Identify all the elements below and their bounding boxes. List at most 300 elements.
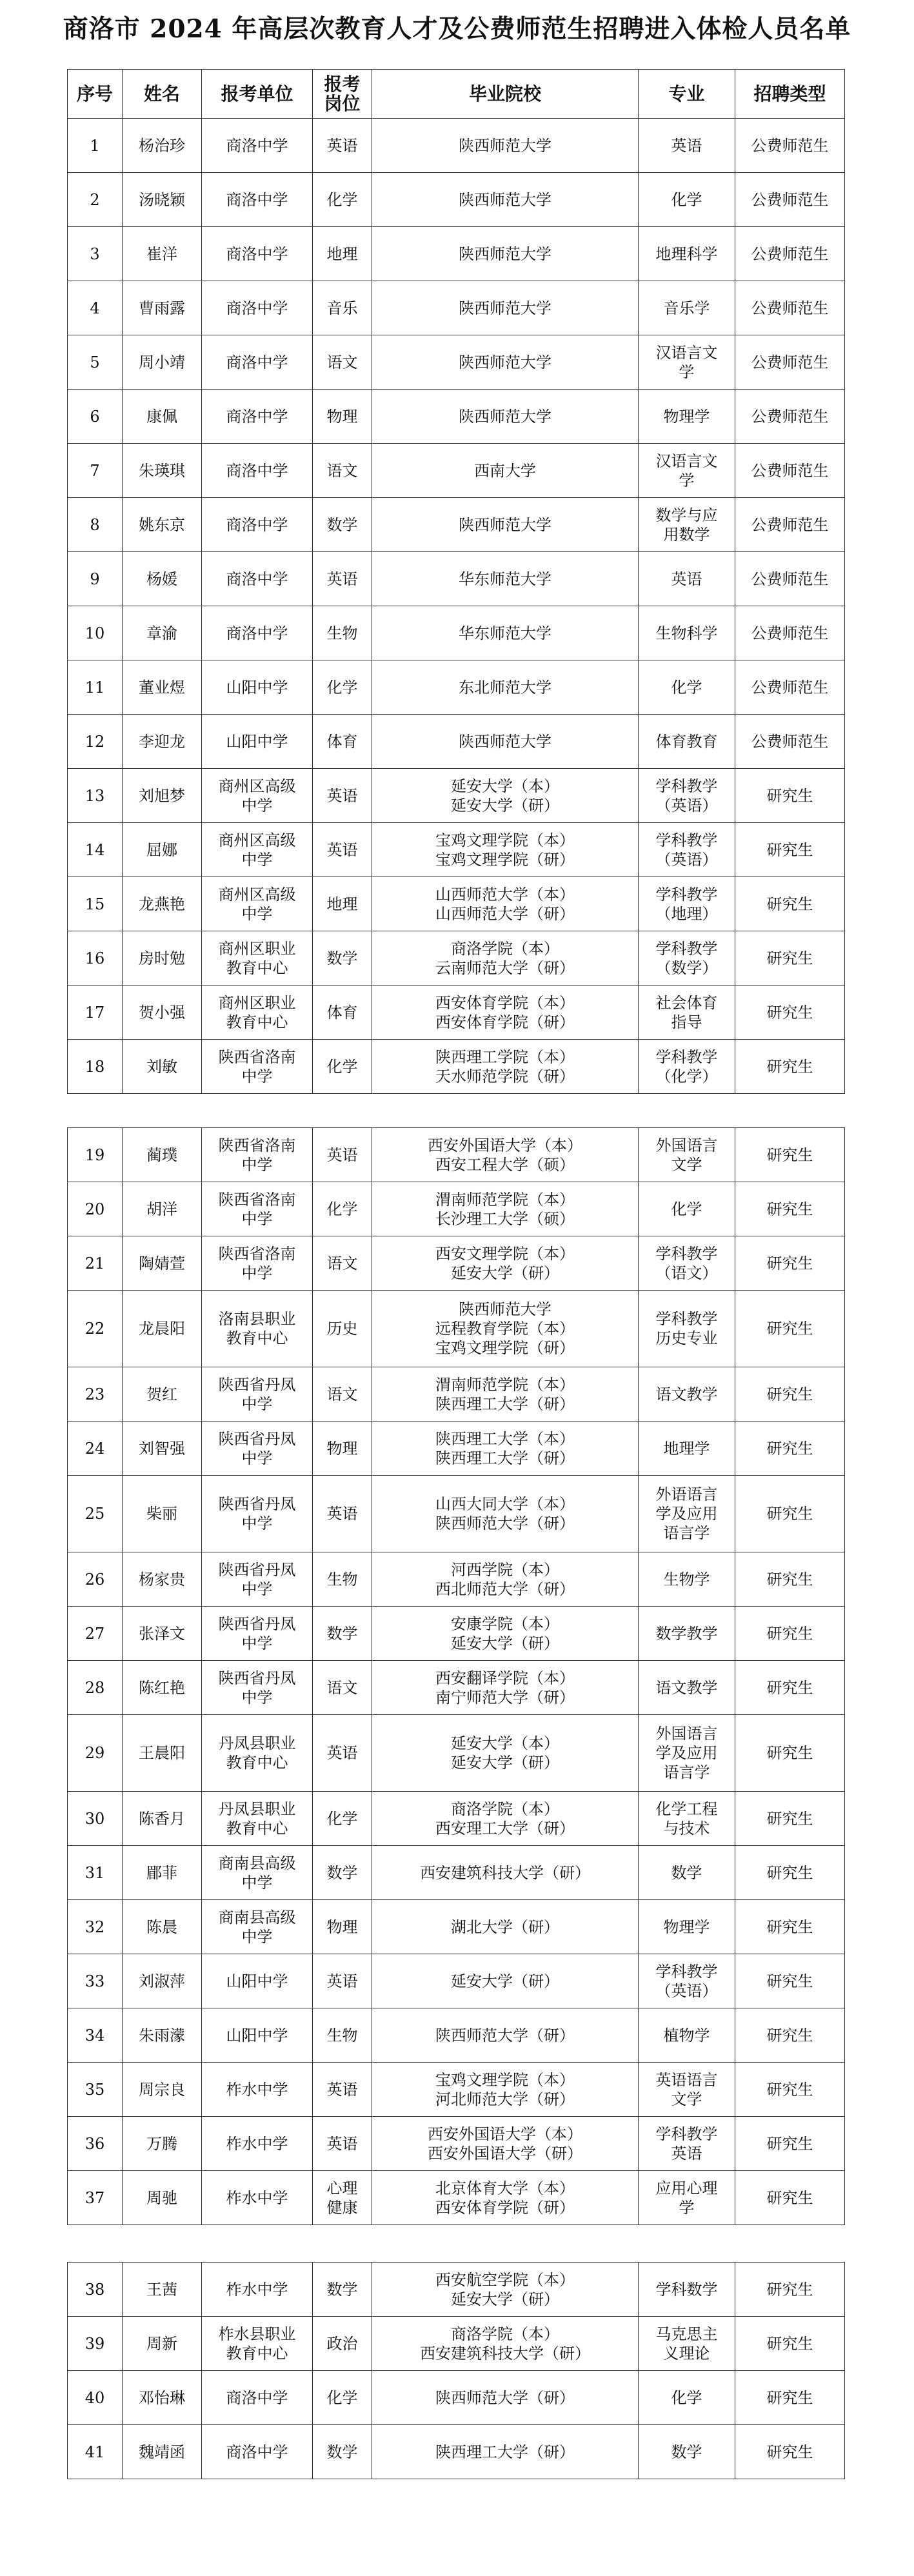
cell-post: 体育 — [313, 715, 372, 769]
cell-school: 陕西理工大学（本） 陕西理工大学（研） — [372, 1422, 639, 1476]
cell-type: 研究生 — [735, 931, 845, 986]
cell-school: 商洛学院（本） 西安建筑科技大学（研） — [372, 2317, 639, 2371]
table-row — [68, 227, 845, 281]
cell-name: 周新 — [123, 2317, 202, 2371]
cell-no: 23 — [68, 1367, 123, 1422]
cell-school: 华东师范大学 — [372, 606, 639, 660]
cell-name: 刘淑萍 — [123, 1954, 202, 2008]
cell-no: 5 — [68, 335, 123, 390]
cell-no: 38 — [68, 2263, 123, 2317]
table-page-3 — [67, 2262, 845, 2479]
table-row — [68, 769, 845, 823]
cell-type: 公费师范生 — [735, 444, 845, 498]
cell-no: 1 — [68, 119, 123, 173]
table-row — [68, 1661, 845, 1715]
cell-no: 16 — [68, 931, 123, 986]
cell-unit: 洛南县职业 教育中心 — [202, 1291, 313, 1367]
cell-name: 周小靖 — [123, 335, 202, 390]
cell-major: 外国语言 文学 — [639, 1128, 735, 1182]
cell-name: 胡洋 — [123, 1182, 202, 1236]
cell-post: 化学 — [313, 1182, 372, 1236]
cell-type: 公费师范生 — [735, 119, 845, 173]
cell-no: 2 — [68, 173, 123, 227]
cell-type: 公费师范生 — [735, 606, 845, 660]
cell-unit: 商洛中学 — [202, 119, 313, 173]
cell-major: 英语语言 文学 — [639, 2063, 735, 2117]
cell-no: 11 — [68, 660, 123, 715]
cell-post: 语文 — [313, 444, 372, 498]
cell-name: 朱瑛琪 — [123, 444, 202, 498]
table-row — [68, 1792, 845, 1846]
table-row — [68, 931, 845, 986]
cell-school: 陕西师范大学 — [372, 119, 639, 173]
cell-major: 语文教学 — [639, 1367, 735, 1422]
cell-type: 研究生 — [735, 1661, 845, 1715]
cell-post: 语文 — [313, 335, 372, 390]
cell-type: 公费师范生 — [735, 715, 845, 769]
cell-major: 生物学 — [639, 1552, 735, 1607]
cell-school: 西安翻译学院（本） 南宁师范大学（研） — [372, 1661, 639, 1715]
table-row — [68, 986, 845, 1040]
cell-major: 汉语言文 学 — [639, 335, 735, 390]
cell-type: 研究生 — [735, 769, 845, 823]
cell-major: 数学 — [639, 1846, 735, 1900]
cell-type: 研究生 — [735, 1476, 845, 1552]
cell-school: 陕西师范大学 — [372, 335, 639, 390]
cell-major: 外国语言 学及应用 语言学 — [639, 1715, 735, 1792]
table-row — [68, 1900, 845, 1954]
header-type: 招聘类型 — [735, 70, 845, 119]
cell-type: 公费师范生 — [735, 390, 845, 444]
cell-unit: 陕西省丹凤 中学 — [202, 1476, 313, 1552]
cell-name: 陈香月 — [123, 1792, 202, 1846]
cell-name: 郿菲 — [123, 1846, 202, 1900]
cell-no: 17 — [68, 986, 123, 1040]
cell-unit: 商洛中学 — [202, 552, 313, 606]
cell-no: 14 — [68, 823, 123, 877]
table-row — [68, 1128, 845, 1182]
cell-no: 29 — [68, 1715, 123, 1792]
cell-no: 27 — [68, 1607, 123, 1661]
cell-school: 陕西理工学院（本） 天水师范学院（研） — [372, 1040, 639, 1094]
cell-post: 生物 — [313, 2008, 372, 2063]
cell-name: 龙燕艳 — [123, 877, 202, 931]
cell-school: 东北师范大学 — [372, 660, 639, 715]
cell-type: 研究生 — [735, 2263, 845, 2317]
cell-no: 3 — [68, 227, 123, 281]
cell-name: 杨媛 — [123, 552, 202, 606]
cell-post: 英语 — [313, 1476, 372, 1552]
cell-post: 数学 — [313, 1846, 372, 1900]
cell-school: 西安建筑科技大学（研） — [372, 1846, 639, 1900]
cell-post: 物理 — [313, 1900, 372, 1954]
cell-type: 研究生 — [735, 823, 845, 877]
cell-post: 物理 — [313, 390, 372, 444]
table-row — [68, 552, 845, 606]
cell-type: 公费师范生 — [735, 173, 845, 227]
cell-type: 研究生 — [735, 2171, 845, 2225]
cell-school: 渭南师范学院（本） 陕西理工大学（研） — [372, 1367, 639, 1422]
cell-unit: 陕西省丹凤 中学 — [202, 1552, 313, 1607]
cell-post: 心理 健康 — [313, 2171, 372, 2225]
cell-school: 安康学院（本） 延安大学（研） — [372, 1607, 639, 1661]
cell-type: 公费师范生 — [735, 281, 845, 335]
cell-school: 北京体育大学（本） 西安体育学院（研） — [372, 2171, 639, 2225]
cell-type: 研究生 — [735, 877, 845, 931]
cell-unit: 陕西省洛南 中学 — [202, 1182, 313, 1236]
cell-no: 32 — [68, 1900, 123, 1954]
cell-name: 陈晨 — [123, 1900, 202, 1954]
cell-post: 英语 — [313, 1128, 372, 1182]
cell-name: 屈娜 — [123, 823, 202, 877]
cell-unit: 陕西省丹凤 中学 — [202, 1422, 313, 1476]
cell-unit: 山阳中学 — [202, 2008, 313, 2063]
cell-major: 学科教学 英语 — [639, 2117, 735, 2171]
table-row — [68, 1367, 845, 1422]
cell-no: 41 — [68, 2425, 123, 2479]
cell-post: 英语 — [313, 2117, 372, 2171]
cell-school: 山西师范大学（本） 山西师范大学（研） — [372, 877, 639, 931]
cell-major: 学科数学 — [639, 2263, 735, 2317]
cell-unit: 丹凤县职业 教育中心 — [202, 1715, 313, 1792]
cell-no: 15 — [68, 877, 123, 931]
cell-major: 学科教学 （化学） — [639, 1040, 735, 1094]
cell-major: 外语语言 学及应用 语言学 — [639, 1476, 735, 1552]
cell-post: 数学 — [313, 931, 372, 986]
cell-post: 化学 — [313, 1792, 372, 1846]
cell-school: 西安体育学院（本） 西安体育学院（研） — [372, 986, 639, 1040]
cell-major: 生物科学 — [639, 606, 735, 660]
cell-school: 西安文理学院（本） 延安大学（研） — [372, 1236, 639, 1291]
cell-major: 化学 — [639, 660, 735, 715]
cell-school: 商洛学院（本） 云南师范大学（研） — [372, 931, 639, 986]
cell-unit: 商洛中学 — [202, 498, 313, 552]
cell-school: 西安航空学院（本） 延安大学（研） — [372, 2263, 639, 2317]
cell-post: 数学 — [313, 2263, 372, 2317]
table-row — [68, 390, 845, 444]
cell-unit: 商州区高级 中学 — [202, 823, 313, 877]
cell-post: 语文 — [313, 1661, 372, 1715]
cell-school: 西南大学 — [372, 444, 639, 498]
cell-type: 研究生 — [735, 1236, 845, 1291]
cell-unit: 商洛中学 — [202, 281, 313, 335]
cell-major: 地理科学 — [639, 227, 735, 281]
cell-major: 化学 — [639, 173, 735, 227]
table-row — [68, 1182, 845, 1236]
cell-school: 陕西师范大学（研） — [372, 2371, 639, 2425]
cell-type: 研究生 — [735, 2063, 845, 2117]
cell-school: 湖北大学（研） — [372, 1900, 639, 1954]
cell-type: 研究生 — [735, 1954, 845, 2008]
cell-no: 9 — [68, 552, 123, 606]
cell-post: 历史 — [313, 1291, 372, 1367]
cell-unit: 山阳中学 — [202, 660, 313, 715]
cell-type: 研究生 — [735, 1291, 845, 1367]
cell-name: 周宗良 — [123, 2063, 202, 2117]
cell-name: 刘敏 — [123, 1040, 202, 1094]
cell-unit: 陕西省洛南 中学 — [202, 1128, 313, 1182]
cell-major: 化学 — [639, 2371, 735, 2425]
cell-unit: 商州区高级 中学 — [202, 877, 313, 931]
cell-major: 数学与应 用数学 — [639, 498, 735, 552]
cell-unit: 柞水中学 — [202, 2063, 313, 2117]
cell-type: 研究生 — [735, 1792, 845, 1846]
cell-school: 陕西师范大学 — [372, 173, 639, 227]
header-no: 序号 — [68, 70, 123, 119]
cell-type: 公费师范生 — [735, 227, 845, 281]
table-row — [68, 1040, 845, 1094]
cell-school: 延安大学（本） 延安大学（研） — [372, 769, 639, 823]
cell-no: 22 — [68, 1291, 123, 1367]
cell-no: 12 — [68, 715, 123, 769]
cell-post: 政治 — [313, 2317, 372, 2371]
cell-name: 万腾 — [123, 2117, 202, 2171]
cell-name: 陈红艳 — [123, 1661, 202, 1715]
table-row — [68, 715, 845, 769]
table-row — [68, 1846, 845, 1900]
cell-unit: 商洛中学 — [202, 390, 313, 444]
cell-name: 贺红 — [123, 1367, 202, 1422]
cell-name: 周驰 — [123, 2171, 202, 2225]
cell-school: 延安大学（本） 延安大学（研） — [372, 1715, 639, 1792]
cell-name: 房时勉 — [123, 931, 202, 986]
cell-school: 华东师范大学 — [372, 552, 639, 606]
cell-name: 李迎龙 — [123, 715, 202, 769]
cell-unit: 丹凤县职业 教育中心 — [202, 1792, 313, 1846]
cell-post: 英语 — [313, 119, 372, 173]
cell-school: 渭南师范学院（本） 长沙理工大学（硕） — [372, 1182, 639, 1236]
cell-major: 化学工程 与技术 — [639, 1792, 735, 1846]
cell-type: 研究生 — [735, 1846, 845, 1900]
cell-major: 应用心理 学 — [639, 2171, 735, 2225]
table-row — [68, 2263, 845, 2317]
cell-major: 植物学 — [639, 2008, 735, 2063]
cell-name: 蔺璞 — [123, 1128, 202, 1182]
table-row — [68, 1607, 845, 1661]
cell-unit: 商州区职业 教育中心 — [202, 931, 313, 986]
cell-post: 英语 — [313, 552, 372, 606]
cell-no: 31 — [68, 1846, 123, 1900]
table-row — [68, 2008, 845, 2063]
cell-name: 邓怡琳 — [123, 2371, 202, 2425]
header-major: 专业 — [639, 70, 735, 119]
cell-school: 陕西师范大学 — [372, 227, 639, 281]
cell-no: 13 — [68, 769, 123, 823]
cell-school: 延安大学（研） — [372, 1954, 639, 2008]
cell-post: 音乐 — [313, 281, 372, 335]
cell-school: 河西学院（本） 西北师范大学（研） — [372, 1552, 639, 1607]
cell-name: 魏靖函 — [123, 2425, 202, 2479]
cell-name: 姚东京 — [123, 498, 202, 552]
table-row — [68, 1422, 845, 1476]
cell-post: 生物 — [313, 1552, 372, 1607]
cell-post: 英语 — [313, 1954, 372, 2008]
cell-name: 刘旭梦 — [123, 769, 202, 823]
cell-unit: 商南县高级 中学 — [202, 1900, 313, 1954]
cell-unit: 山阳中学 — [202, 1954, 313, 2008]
header-unit: 报考单位 — [202, 70, 313, 119]
cell-name: 汤晓颖 — [123, 173, 202, 227]
cell-school: 宝鸡文理学院（本） 宝鸡文理学院（研） — [372, 823, 639, 877]
cell-unit: 商洛中学 — [202, 606, 313, 660]
cell-no: 36 — [68, 2117, 123, 2171]
table-row — [68, 2063, 845, 2117]
cell-name: 杨治珍 — [123, 119, 202, 173]
cell-school: 西安外国语大学（本） 西安工程大学（硕） — [372, 1128, 639, 1182]
cell-name: 贺小强 — [123, 986, 202, 1040]
cell-post: 生物 — [313, 606, 372, 660]
cell-no: 39 — [68, 2317, 123, 2371]
cell-no: 34 — [68, 2008, 123, 2063]
cell-name: 王晨阳 — [123, 1715, 202, 1792]
cell-major: 物理学 — [639, 1900, 735, 1954]
cell-school: 西安外国语大学（本） 西安外国语大学（研） — [372, 2117, 639, 2171]
table-row — [68, 281, 845, 335]
cell-post: 地理 — [313, 877, 372, 931]
cell-type: 研究生 — [735, 1128, 845, 1182]
cell-unit: 商洛中学 — [202, 444, 313, 498]
cell-major: 学科教学 历史专业 — [639, 1291, 735, 1367]
cell-unit: 陕西省丹凤 中学 — [202, 1607, 313, 1661]
cell-school: 商洛学院（本） 西安理工大学（研） — [372, 1792, 639, 1846]
cell-no: 33 — [68, 1954, 123, 2008]
cell-major: 语文教学 — [639, 1661, 735, 1715]
cell-name: 王茜 — [123, 2263, 202, 2317]
cell-type: 研究生 — [735, 1182, 845, 1236]
table-row — [68, 660, 845, 715]
cell-major: 学科教学 （语文） — [639, 1236, 735, 1291]
cell-unit: 陕西省洛南 中学 — [202, 1236, 313, 1291]
cell-unit: 陕西省丹凤 中学 — [202, 1661, 313, 1715]
cell-post: 体育 — [313, 986, 372, 1040]
cell-name: 龙晨阳 — [123, 1291, 202, 1367]
table-row — [68, 1236, 845, 1291]
cell-no: 30 — [68, 1792, 123, 1846]
cell-unit: 商洛中学 — [202, 2425, 313, 2479]
cell-school: 陕西师范大学 — [372, 281, 639, 335]
cell-type: 研究生 — [735, 2317, 845, 2371]
table-row — [68, 2425, 845, 2479]
cell-unit: 山阳中学 — [202, 715, 313, 769]
cell-unit: 柞水中学 — [202, 2263, 313, 2317]
cell-type: 研究生 — [735, 1552, 845, 1607]
cell-type: 研究生 — [735, 1367, 845, 1422]
table-row — [68, 498, 845, 552]
cell-post: 化学 — [313, 1040, 372, 1094]
cell-unit: 陕西省丹凤 中学 — [202, 1367, 313, 1422]
table-page-1 — [67, 69, 845, 1094]
cell-type: 研究生 — [735, 1607, 845, 1661]
cell-major: 英语 — [639, 119, 735, 173]
table-row — [68, 444, 845, 498]
cell-major: 体育教育 — [639, 715, 735, 769]
cell-unit: 商州区职业 教育中心 — [202, 986, 313, 1040]
cell-post: 化学 — [313, 660, 372, 715]
cell-type: 研究生 — [735, 1040, 845, 1094]
cell-type: 研究生 — [735, 2008, 845, 2063]
table-row — [68, 119, 845, 173]
cell-type: 公费师范生 — [735, 552, 845, 606]
cell-type: 研究生 — [735, 986, 845, 1040]
table-row — [68, 823, 845, 877]
cell-name: 董业煜 — [123, 660, 202, 715]
cell-no: 26 — [68, 1552, 123, 1607]
cell-school: 陕西师范大学 — [372, 390, 639, 444]
cell-no: 6 — [68, 390, 123, 444]
cell-post: 英语 — [313, 1715, 372, 1792]
cell-name: 崔洋 — [123, 227, 202, 281]
table-row — [68, 2171, 845, 2225]
cell-type: 研究生 — [735, 1715, 845, 1792]
cell-major: 马克思主 义理论 — [639, 2317, 735, 2371]
cell-school: 山西大同大学（本） 陕西师范大学（研） — [372, 1476, 639, 1552]
cell-post: 英语 — [313, 769, 372, 823]
cell-unit: 陕西省洛南 中学 — [202, 1040, 313, 1094]
cell-school: 陕西师范大学 — [372, 498, 639, 552]
cell-post: 化学 — [313, 2371, 372, 2425]
cell-name: 张泽文 — [123, 1607, 202, 1661]
cell-post: 语文 — [313, 1236, 372, 1291]
cell-unit: 商洛中学 — [202, 335, 313, 390]
cell-major: 音乐学 — [639, 281, 735, 335]
cell-no: 37 — [68, 2171, 123, 2225]
cell-major: 数学 — [639, 2425, 735, 2479]
header-post: 报考 岗位 — [313, 70, 372, 119]
cell-no: 24 — [68, 1422, 123, 1476]
cell-name: 章渝 — [123, 606, 202, 660]
cell-name: 杨家贵 — [123, 1552, 202, 1607]
cell-no: 20 — [68, 1182, 123, 1236]
cell-post: 语文 — [313, 1367, 372, 1422]
cell-type: 研究生 — [735, 2371, 845, 2425]
cell-major: 化学 — [639, 1182, 735, 1236]
cell-school: 陕西理工大学（研） — [372, 2425, 639, 2479]
cell-major: 学科教学 （英语） — [639, 1954, 735, 2008]
cell-name: 曹雨露 — [123, 281, 202, 335]
table-row — [68, 1476, 845, 1552]
cell-no: 7 — [68, 444, 123, 498]
cell-unit: 商洛中学 — [202, 2371, 313, 2425]
header-school: 毕业院校 — [372, 70, 639, 119]
cell-major: 英语 — [639, 552, 735, 606]
cell-post: 英语 — [313, 2063, 372, 2117]
document-title: 商洛市 2024 年高层次教育人才及公费师范生招聘进入体检人员名单 — [63, 14, 851, 44]
cell-major: 社会体育 指导 — [639, 986, 735, 1040]
table-page-2 — [67, 1127, 845, 2225]
cell-no: 35 — [68, 2063, 123, 2117]
table-row — [68, 173, 845, 227]
table-header-row — [68, 70, 845, 119]
table-row — [68, 2371, 845, 2425]
cell-type: 公费师范生 — [735, 660, 845, 715]
cell-unit: 商南县高级 中学 — [202, 1846, 313, 1900]
cell-type: 研究生 — [735, 1422, 845, 1476]
cell-no: 25 — [68, 1476, 123, 1552]
cell-unit: 商洛中学 — [202, 173, 313, 227]
cell-major: 地理学 — [639, 1422, 735, 1476]
table-row — [68, 1715, 845, 1792]
cell-unit: 商州区高级 中学 — [202, 769, 313, 823]
cell-post: 数学 — [313, 498, 372, 552]
cell-post: 地理 — [313, 227, 372, 281]
table-row — [68, 2317, 845, 2371]
table-row — [68, 335, 845, 390]
cell-post: 数学 — [313, 2425, 372, 2479]
table-row — [68, 877, 845, 931]
cell-school: 陕西师范大学 远程教育学院（本） 宝鸡文理学院（研） — [372, 1291, 639, 1367]
cell-major: 汉语言文 学 — [639, 444, 735, 498]
cell-school: 宝鸡文理学院（本） 河北师范大学（研） — [372, 2063, 639, 2117]
